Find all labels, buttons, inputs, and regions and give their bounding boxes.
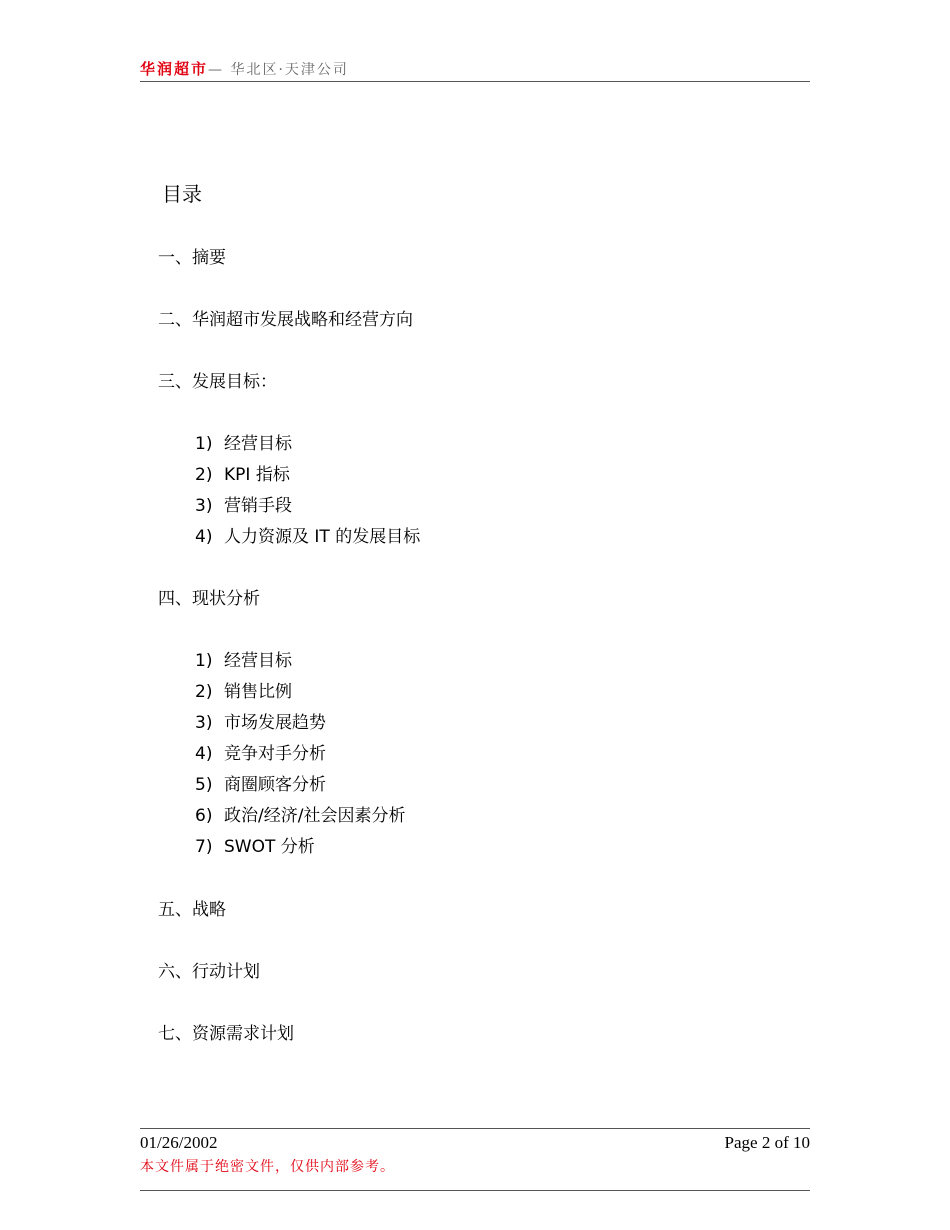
toc-item: 4) 竞争对手分析 xyxy=(195,744,326,764)
toc-item: 3) 市场发展趋势 xyxy=(195,713,326,733)
toc-item: 6) 政治/经济/社会因素分析 xyxy=(195,806,406,826)
toc-section-status-analysis: 四、现状分析 xyxy=(158,589,260,609)
footer-date: 01/26/2002 xyxy=(140,1133,218,1152)
toc-section-strategy: 五、战略 xyxy=(158,900,226,920)
page-number: Page 2 of 10 xyxy=(724,1133,810,1152)
confidential-notice: 本文件属于绝密文件，仅供内部参考。 xyxy=(140,1159,395,1175)
toc-item: 1) 经营目标 xyxy=(195,651,292,671)
header-subtitle: — 华北区·天津公司 xyxy=(208,62,349,78)
footer-divider-bottom xyxy=(140,1190,810,1191)
toc-section-action-plan: 六、行动计划 xyxy=(158,962,260,982)
toc-item: 7) SWOT 分析 xyxy=(195,837,315,857)
brand-name: 华润超市 xyxy=(140,60,209,78)
toc-item: 2) KPI 指标 xyxy=(195,465,290,485)
toc-item: 3) 营销手段 xyxy=(195,496,292,516)
toc-section-resource-plan: 七、资源需求计划 xyxy=(158,1024,294,1044)
toc-section-summary: 一、摘要 xyxy=(158,248,226,268)
toc-title: 目录 xyxy=(162,182,202,206)
toc-section-strategy-direction: 二、华润超市发展战略和经营方向 xyxy=(158,310,413,330)
toc-item: 4) 人力资源及 IT 的发展目标 xyxy=(195,527,421,547)
footer-divider-top xyxy=(140,1128,810,1129)
toc-section-goals: 三、发展目标： xyxy=(158,372,277,392)
page-header xyxy=(140,58,810,82)
toc-item: 5) 商圈顾客分析 xyxy=(195,775,326,795)
toc-item: 2) 销售比例 xyxy=(195,682,292,702)
toc-item: 1) 经营目标 xyxy=(195,434,292,454)
